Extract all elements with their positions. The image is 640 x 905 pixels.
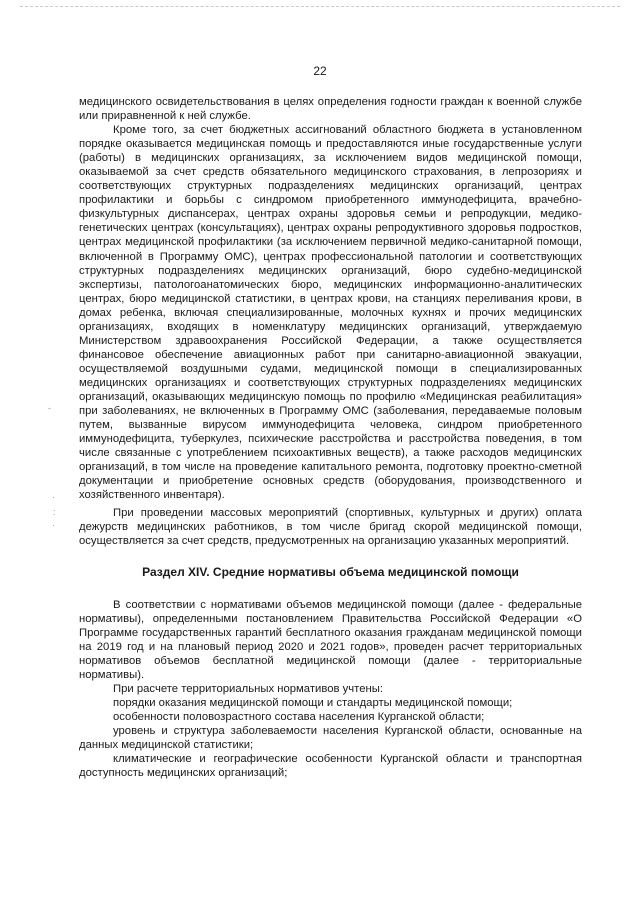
scan-edge-line: [20, 6, 620, 7]
paragraph: В соответствии с нормативами объемов медицинской помощи (далее - федеральные нормативы), определенными постановлением Правительства Российской Федерации «О Программе государственных гарантий бесплатного оказания гражданам медицинской помощи на 2019 год и на плановый период 2020 и 2021 годов», проведен расчет территориальных нормативов объемов бесплатной медицинской помощи (далее - территориальные нормативы).: [79, 598, 582, 681]
margin-mark: ·: [52, 492, 55, 502]
margin-mark: :: [53, 507, 56, 517]
list-item: уровень и структура заболеваемости населения Курганской области, основанные на данных медицинской статистики;: [79, 724, 582, 751]
section-title: Раздел XIV. Средние нормативы объема медицинской помощи: [142, 564, 519, 579]
document-body: [79, 95, 582, 780]
list-item: порядки оказания медицинской помощи и стандарты медицинской помощи;: [113, 696, 513, 709]
paragraph: При проведении массовых мероприятий (спортивных, культурных и других) оплата дежурств медицинских работников, в том числе бригад скорой медицинской помощи, осуществляется за счет средств, предусмотренных на организацию указанных мероприятий.: [79, 507, 582, 548]
list-item: климатические и географические особенности Курганской области и транспортная доступность медицинских организаций;: [79, 753, 582, 780]
margin-mark: ·: [52, 520, 55, 530]
paragraph: Кроме того, за счет бюджетных ассигнований областного бюджета в установленном порядке оказывается медицинская помощь и предоставляются иные государственные услуги (работы) в медицинских организациях, за исключением видов медицинской помощи, оказываемой за счет средств обязательного медицинского страхования, в лепрозориях и соответствующих структурных подразделениях медицинских организаций, центрах профилактики и борьбы с синдромом приобретенного иммунодефицита, врачебно-физкультурных диспансерах, центрах охраны здоровья семьи и репродукции, медико-генетических центрах (консультациях), центрах охраны репродуктивного здоровья подростков, центрах медицинской профилактики (за исключением первичной медико-санитарной помощи, включенной в Программу ОМС), центрах профессиональной патологии и соответствующих структурных подразделениях медицинских организаций, бюро судебно-медицинской экспертизы, патологоанатомических бюро, медицинских информационно-аналитических центрах, бюро медицинской статистики, в центрах крови, на станциях переливания крови, в домах ребенка, включая специализированные, молочных кухнях и прочих медицинских организациях, входящих в номенклатуру медицинских организаций, утверждаемую Министерством здравоохранения Российской Федерации, а также осуществляется финансовое обеспечение авиационных работ при санитарно-авиационной эвакуации, осуществляемой воздушными судами, медицинской помощи в специализированных медицинских организациях и соответствующих структурных подразделениях медицинских организаций, оказывающих медицинскую помощь по профилю «Медицинская реабилитация» при заболеваниях, не включенных в Программу ОМС (заболевания, передаваемые половым путем, вызванные вирусом иммунодефицита человека, синдром приобретенного иммунодефицита, туберкулез, психические расстройства и расстройства поведения, в том числе связанные с употреблением психоактивных веществ), а также расходов медицинских организаций, в том числе на проведение капитального ремонта, подготовку проектно-сметной документации и приобретение основных средств (оборудования, производственного и хозяйственного инвентаря).: [79, 124, 582, 502]
page-number: 22: [313, 64, 327, 78]
paragraph: медицинского освидетельствования в целях определения годности граждан к военной службе или приравненной к ней службе.: [79, 96, 582, 123]
list-item: особенности половозрастного состава населения Курганской области;: [113, 710, 485, 723]
paragraph: При расчете территориальных нормативов учтены:: [113, 682, 383, 695]
margin-mark: -: [48, 403, 51, 413]
